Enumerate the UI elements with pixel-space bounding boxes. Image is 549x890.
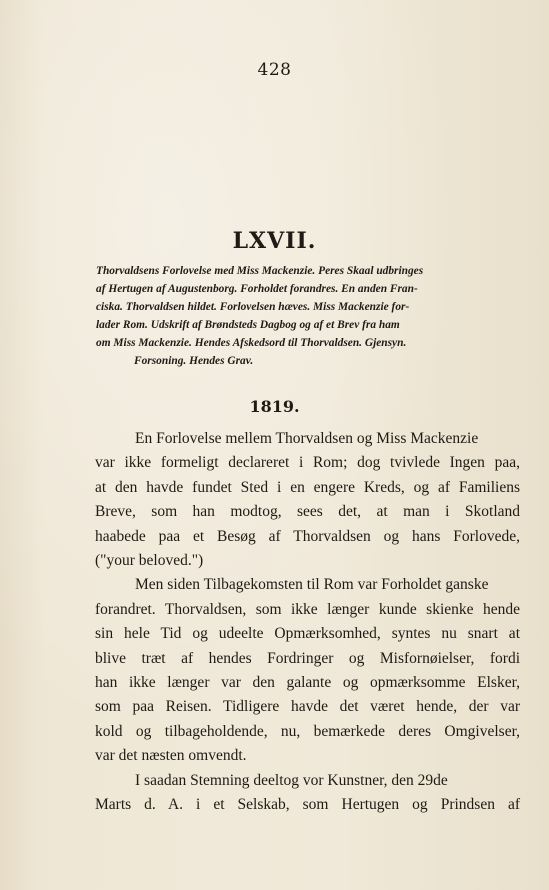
body-line: I saadan Stemning deeltog vor Kunstner, den 29de — [135, 771, 448, 789]
year-heading: 1819. — [249, 397, 300, 416]
body-line: ("your beloved.") — [95, 552, 204, 570]
body-line: En Forlovelse mellem Thorvaldsen og Miss Mackenzie — [135, 430, 479, 447]
body-line: haabede paa et Besøg af Thorvaldsen og hans Forlovede, — [95, 527, 520, 545]
body-text — [95, 427, 520, 818]
chapter-summary — [96, 262, 516, 370]
page-number: 428 — [257, 60, 292, 80]
body-line: Marts d. A. i et Selskab, som Hertugen og Prindsen af — [95, 796, 520, 814]
summary-line: Thorvaldsens Forlovelse med Miss Mackenzie. Peres Skaal udbringes — [96, 265, 424, 277]
body-line: var det næsten omvendt. — [95, 747, 247, 765]
body-line: forandret. Thorvaldsen, som ikke længer kunde skienke hende — [95, 600, 520, 618]
body-line: sin hele Tid og udeelte Opmærksomhed, syntes nu snart at — [95, 625, 520, 643]
body-line: at den havde fundet Sted i en engere Kreds, og af Familiens — [95, 478, 520, 496]
chapter-number: LXVII. — [232, 228, 317, 254]
body-line: som paa Reisen. Tidligere havde det været hende, der var — [95, 698, 520, 716]
body-line: blive træt af hendes Fordringer og Misfornøielser, fordi — [95, 649, 520, 667]
summary-line: ciska. Thorvaldsen hildet. Forlovelsen hæves. Miss Mackenzie for- — [96, 301, 410, 313]
summary-line: lader Rom. Udskrift af Brøndsteds Dagbog og af et Brev fra ham — [96, 319, 400, 331]
body-line: kold og tilbageholdende, nu, bemærkede deres Omgivelser, — [95, 722, 520, 740]
summary-line: Forsoning. Hendes Grav. — [134, 355, 254, 367]
body-line: Men siden Tilbagekomsten til Rom var Forholdet ganske — [135, 576, 489, 594]
summary-line: om Miss Mackenzie. Hendes Afskedsord til Thorvaldsen. Gjensyn. — [96, 337, 407, 349]
body-line: Breve, som han modtog, sees det, at man i Skotland — [95, 503, 520, 521]
body-line: var ikke formeligt declareret i Rom; dog tvivlede Ingen paa, — [95, 454, 520, 472]
summary-line: af Hertugen af Augustenborg. Forholdet forandres. En anden Fran- — [96, 283, 418, 295]
body-line: han ikke længer var den galante og opmærksomme Elsker, — [95, 674, 520, 692]
